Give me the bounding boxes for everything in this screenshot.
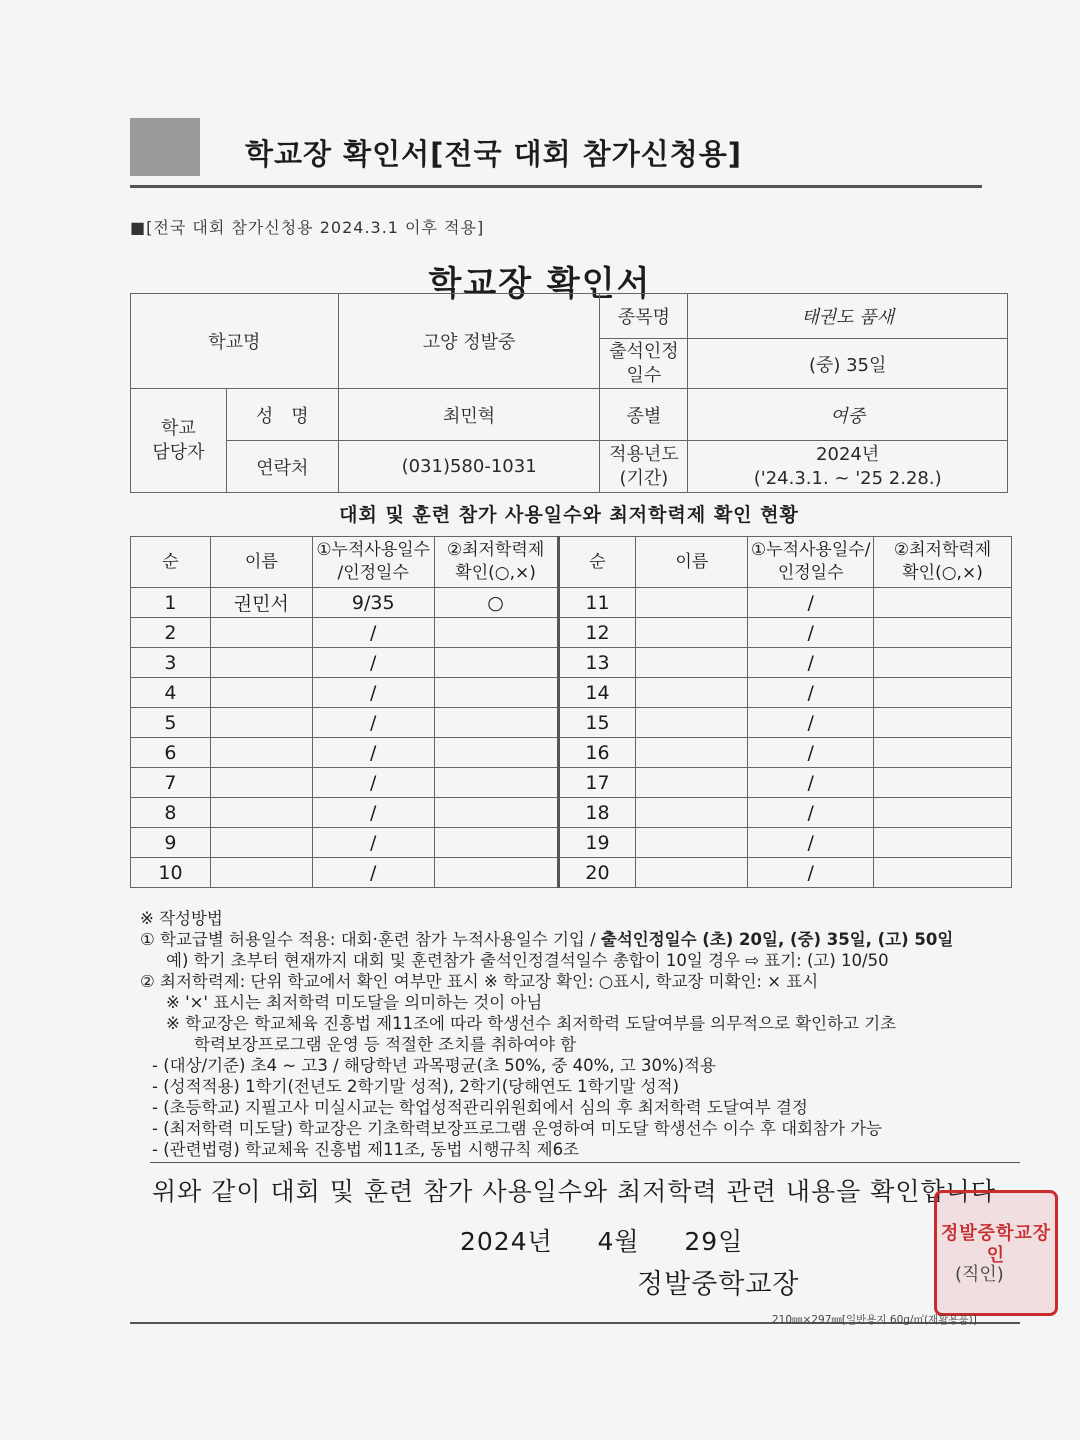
roster-title: 대회 및 훈련 참가 사용일수와 최저학력제 확인 현황	[339, 504, 799, 526]
row-name	[636, 648, 748, 678]
header-no: 순	[131, 537, 211, 588]
row-name	[210, 678, 312, 708]
row-days: /	[312, 738, 434, 768]
row-name	[636, 828, 748, 858]
row-days: /	[312, 768, 434, 798]
row-no: 17	[558, 768, 636, 798]
row-no: 18	[558, 798, 636, 828]
seal-label: (직인)	[955, 1264, 1004, 1285]
row-check	[874, 858, 1012, 888]
row-no: 10	[131, 858, 211, 888]
row-name	[636, 738, 748, 768]
year-label-line1: 적용년도	[609, 443, 679, 465]
row-no: 12	[558, 618, 636, 648]
header-days-line2: 인정일수	[777, 563, 844, 583]
row-no: 13	[558, 648, 636, 678]
row-name: 권민서	[210, 588, 312, 618]
row-no: 6	[131, 738, 211, 768]
attendance-label	[600, 339, 688, 389]
row-name	[636, 768, 748, 798]
row-check	[434, 858, 558, 888]
row-name	[636, 618, 748, 648]
row-check	[874, 708, 1012, 738]
row-name	[636, 588, 748, 618]
name-value: 최민혁	[338, 389, 600, 441]
manager-label	[131, 389, 227, 493]
row-days: /	[748, 828, 874, 858]
date-day: 29일	[684, 1227, 744, 1256]
row-days: /	[312, 618, 434, 648]
note-line-3: ② 최저학력제: 단위 학교에서 확인 여부만 표시 ※ 학교장 확인: ○표시, 학교장 미확인: × 표시	[140, 972, 819, 991]
row-check	[874, 588, 1012, 618]
year-label-line2: (기간)	[619, 467, 669, 489]
date-year: 2024년	[460, 1227, 553, 1256]
school-label: 학교명	[131, 294, 339, 389]
name-label: 성 명	[226, 389, 338, 441]
roster-header-row	[131, 537, 1012, 588]
event-label: 종목명	[600, 294, 688, 339]
row-no: 5	[131, 708, 211, 738]
row-days: /	[312, 708, 434, 738]
year-value	[688, 441, 1008, 493]
row-no: 20	[558, 858, 636, 888]
manager-label-line1: 학교	[161, 417, 196, 439]
row-days: /	[312, 678, 434, 708]
writing-instructions	[140, 908, 1020, 1160]
row-name	[210, 648, 312, 678]
table-row	[131, 738, 1012, 768]
row-days: /	[748, 648, 874, 678]
row-no: 7	[131, 768, 211, 798]
row-days: /	[748, 738, 874, 768]
note-line-5: ※ 학교장은 학교체육 진흥법 제11조에 따라 학생선수 최저학력 도달여부를 의무적으로 확인하고 기초	[166, 1014, 897, 1033]
header-gray-box	[130, 118, 200, 176]
table-row	[131, 648, 1012, 678]
applicability-note: ■[전국 대회 참가신청용 2024.3.1 이후 적용]	[130, 218, 485, 237]
notes-divider	[150, 1162, 1020, 1163]
row-days: /	[748, 708, 874, 738]
row-days: /	[312, 858, 434, 888]
header-days-line2: /인정일수	[337, 563, 409, 583]
contact-value: (031)580-1031	[338, 441, 600, 493]
contact-label: 연락처	[226, 441, 338, 493]
row-name	[636, 678, 748, 708]
table-row	[131, 618, 1012, 648]
note-line-9: - (초등학교) 지필고사 미실시교는 학업성적관리위원회에서 심의 후 최저학력 도달여부 결정	[152, 1098, 808, 1117]
row-no: 9	[131, 828, 211, 858]
row-no: 15	[558, 708, 636, 738]
school-value: 고양 정발중	[338, 294, 600, 389]
row-check	[874, 618, 1012, 648]
row-check	[434, 828, 558, 858]
header-days	[312, 537, 434, 588]
notes-heading: ※ 작성방법	[140, 909, 223, 928]
note-line-6: 학력보장프로그램 운영 등 적절한 조치를 취하여야 함	[194, 1035, 577, 1054]
row-name	[210, 828, 312, 858]
header-min-line2: 확인(○,×)	[902, 563, 983, 583]
row-check	[874, 648, 1012, 678]
row-check	[434, 708, 558, 738]
row-days: /	[312, 798, 434, 828]
roster-table	[130, 536, 1012, 888]
header-min-line2: 확인(○,×)	[455, 563, 536, 583]
manager-label-line2: 담당자	[152, 441, 205, 463]
gender-value: 여중	[688, 389, 1008, 441]
row-check	[874, 678, 1012, 708]
row-no: 1	[131, 588, 211, 618]
note-line-1	[140, 929, 1020, 950]
table-row	[131, 768, 1012, 798]
table-row	[131, 828, 1012, 858]
row-days: /	[748, 588, 874, 618]
header-title: 학교장 확인서[전국 대회 참가신청용]	[245, 137, 743, 171]
row-name	[210, 858, 312, 888]
row-check	[434, 738, 558, 768]
paper-spec-footer: 210㎜×297㎜[일반용지 60g/㎡(재활용품)]	[772, 1314, 977, 1326]
year-label	[600, 441, 688, 493]
header-name: 이름	[210, 537, 312, 588]
event-value: 태권도 품새	[688, 294, 1008, 339]
header-min	[874, 537, 1012, 588]
table-row	[131, 798, 1012, 828]
header-days	[748, 537, 874, 588]
note-line-2: 예) 학기 초부터 현재까지 대회 및 훈련참가 출석인정결석일수 총합이 10일 경우 ⇨ 표기: (고) 10/50	[166, 951, 889, 970]
row-days: /	[748, 798, 874, 828]
header-rule	[130, 185, 982, 188]
official-seal-stamp	[934, 1190, 1058, 1316]
row-name	[210, 798, 312, 828]
row-check	[434, 618, 558, 648]
row-no: 19	[558, 828, 636, 858]
note-line-11: - (관련법령) 학교체육 진흥법 제11조, 동법 시행규칙 제6조	[152, 1140, 579, 1159]
note-line-1b: 출석인정일수 (초) 20일, (중) 35일, (고) 50일	[600, 930, 954, 949]
principal-signature: 정발중학교장	[637, 1269, 800, 1300]
confirmation-statement: 위와 같이 대회 및 훈련 참가 사용일수와 최저학력 관련 내용을 확인합니다	[152, 1177, 996, 1206]
document-title: 학교장 확인서	[428, 264, 652, 304]
row-days: /	[312, 828, 434, 858]
attendance-label-line1: 출석인정	[609, 340, 679, 362]
row-name	[636, 798, 748, 828]
header-min-line1: ②최저학력제	[893, 540, 992, 560]
seal-text: 정발중학교장인	[940, 1223, 1052, 1266]
row-check	[874, 798, 1012, 828]
row-days: /	[748, 678, 874, 708]
year-value-line1: 2024년	[816, 443, 880, 465]
row-days: /	[312, 648, 434, 678]
row-check	[874, 768, 1012, 798]
note-line-7: - (대상/기준) 초4 ~ 고3 / 해당학년 과목평균(초 50%, 중 40%, 고 30%)적용	[152, 1056, 716, 1075]
row-check	[434, 798, 558, 828]
attendance-value: (중) 35일	[688, 339, 1008, 389]
row-no: 8	[131, 798, 211, 828]
header-min-line1: ②최저학력제	[446, 540, 545, 560]
row-name	[210, 708, 312, 738]
row-days: /	[748, 768, 874, 798]
header-no: 순	[558, 537, 636, 588]
table-row	[131, 678, 1012, 708]
row-name	[210, 618, 312, 648]
table-row	[131, 588, 1012, 618]
attendance-label-line2: 일수	[626, 364, 662, 386]
row-name	[636, 708, 748, 738]
note-line-4: ※ '×' 표시는 최저학력 미도달을 의미하는 것이 아님	[166, 993, 543, 1012]
row-no: 11	[558, 588, 636, 618]
row-days: /	[748, 858, 874, 888]
row-check	[434, 768, 558, 798]
gender-label: 종별	[600, 389, 688, 441]
row-check: ○	[434, 588, 558, 618]
table-row	[131, 708, 1012, 738]
header-days-line1: ①누적사용일수/	[750, 540, 871, 560]
year-value-line2: ('24.3.1. ~ '25 2.28.)	[753, 467, 942, 489]
row-name	[636, 858, 748, 888]
table-row	[131, 858, 1012, 888]
signature-date	[460, 1222, 743, 1258]
header-days-line1: ①누적사용일수	[316, 540, 431, 560]
header-min	[434, 537, 558, 588]
info-table	[130, 293, 1008, 493]
row-no: 3	[131, 648, 211, 678]
date-month: 4월	[597, 1227, 640, 1256]
row-no: 4	[131, 678, 211, 708]
row-check	[874, 828, 1012, 858]
row-check	[434, 648, 558, 678]
row-check	[874, 738, 1012, 768]
row-days: 9/35	[312, 588, 434, 618]
note-line-10: - (최저학력 미도달) 학교장은 기초학력보장프로그램 운영하여 미도달 학생선수 이수 후 대회참가 가능	[152, 1119, 883, 1138]
note-line-1a: ① 학교급별 허용일수 적용: 대회·훈련 참가 누적사용일수 기입 /	[140, 930, 601, 949]
row-check	[434, 678, 558, 708]
row-days: /	[748, 618, 874, 648]
row-no: 16	[558, 738, 636, 768]
note-line-8: - (성적적용) 1학기(전년도 2학기말 성적), 2학기(당해연도 1학기말 성적)	[152, 1077, 680, 1096]
row-no: 14	[558, 678, 636, 708]
header-name: 이름	[636, 537, 748, 588]
row-name	[210, 768, 312, 798]
row-name	[210, 738, 312, 768]
row-no: 2	[131, 618, 211, 648]
